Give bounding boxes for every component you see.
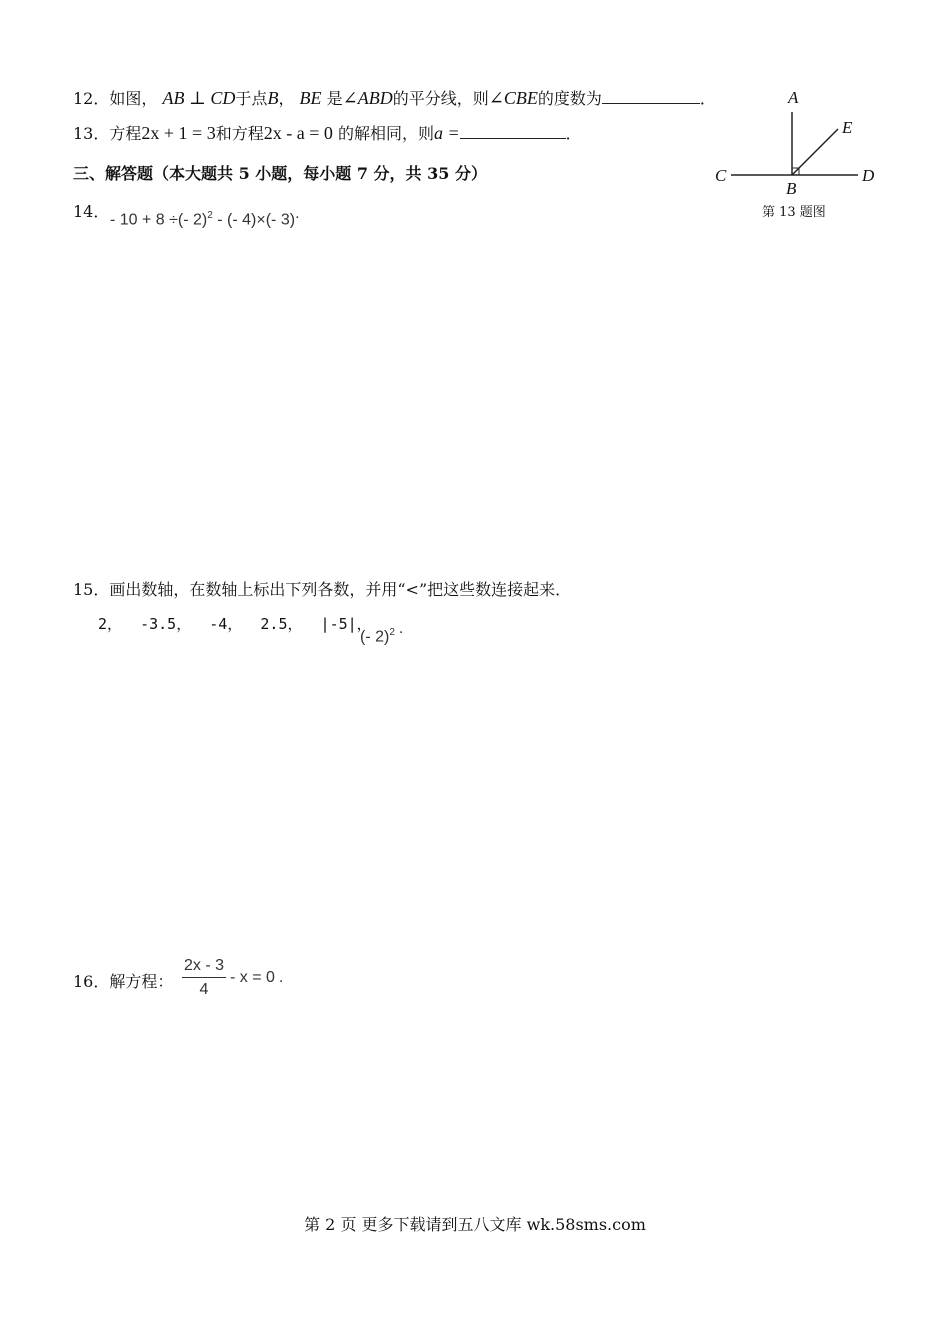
q16-numerator: 2x - 3 bbox=[182, 957, 226, 978]
q16-label: 解方程： bbox=[109, 972, 174, 991]
figure-caption: 第 13 题图 bbox=[762, 205, 826, 220]
q15-end: . bbox=[398, 620, 404, 638]
q16-denominator: 4 bbox=[199, 981, 209, 998]
q12-math-angle-abd: ∠ABD bbox=[342, 88, 393, 108]
q16-end: . bbox=[278, 969, 284, 986]
q12-end: ． bbox=[699, 89, 716, 108]
q12-math-b: B bbox=[267, 88, 279, 108]
q14-expr-part-1: - 10 + 8 ÷(- 2) bbox=[110, 211, 208, 229]
q16-fraction bbox=[182, 957, 226, 999]
q15-last-exponent: 2 bbox=[389, 627, 395, 638]
q16-rest: - x = 0 bbox=[230, 969, 275, 986]
q15-last-number bbox=[360, 620, 404, 646]
q14-number: 14． bbox=[73, 202, 110, 221]
q14-exponent: 2 bbox=[207, 210, 213, 221]
q12-math-ab-perp-cd: AB ⊥ CD bbox=[162, 88, 236, 108]
q13-text-3: 的解相同，则 bbox=[337, 124, 434, 143]
q13-text-2: 和方程 bbox=[215, 124, 264, 143]
label-e: E bbox=[842, 118, 853, 137]
q16-number: 16． bbox=[73, 972, 110, 991]
q13-equation-2: 2x - a = 0 bbox=[263, 123, 333, 143]
q15-number-list: 2， -3.5， -4， 2.5， |-5|， bbox=[98, 615, 372, 633]
q12-text-6: 的度数为 bbox=[537, 89, 602, 108]
q12-math-be: BE bbox=[299, 88, 322, 108]
section-3-heading: 三、解答题（本大题共 5 小题，每小题 7 分，共 35 分） bbox=[73, 164, 487, 183]
q12-number: 12． bbox=[73, 89, 110, 108]
question-16 bbox=[73, 969, 173, 992]
figure-13 bbox=[700, 82, 890, 227]
page-footer: 第 2 页 更多下载请到五八文库 wk.58sms.com bbox=[304, 1215, 646, 1234]
q15-last-base: (- 2) bbox=[360, 628, 390, 646]
q12-text-1: 如图， bbox=[109, 89, 158, 108]
q13-answer-blank[interactable] bbox=[460, 124, 566, 139]
q14-expression bbox=[110, 205, 300, 229]
question-13 bbox=[73, 121, 582, 144]
q15-text: 画出数轴，在数轴上标出下列各数，并用“<”把这些数连接起来． bbox=[109, 580, 572, 599]
label-a: A bbox=[788, 88, 799, 107]
q12-text-5: 的平分线，则 bbox=[392, 89, 489, 108]
q16-equation bbox=[182, 957, 283, 999]
q14-expr-part-2: - (- 4)×(- 3) bbox=[217, 211, 296, 229]
q13-number: 13． bbox=[73, 124, 110, 143]
q15-number: 15． bbox=[73, 580, 110, 599]
q12-text-2: 于点 bbox=[235, 89, 268, 108]
q13-equation-1: 2x + 1 = 3 bbox=[141, 123, 216, 143]
q12-answer-blank[interactable] bbox=[602, 89, 700, 104]
question-12 bbox=[73, 86, 716, 109]
label-b: B bbox=[786, 179, 797, 198]
q13-math-a: a = bbox=[433, 123, 460, 143]
q12-text-4: 是 bbox=[326, 89, 343, 108]
label-d: D bbox=[862, 166, 875, 185]
q13-end: ． bbox=[565, 124, 582, 143]
q12-text-3: ， bbox=[278, 89, 295, 108]
q14-end: . bbox=[295, 205, 300, 223]
q12-math-angle-cbe: ∠CBE bbox=[488, 88, 538, 108]
label-c: C bbox=[715, 166, 727, 185]
question-15 bbox=[73, 577, 571, 600]
q13-text-1: 方程 bbox=[109, 124, 142, 143]
